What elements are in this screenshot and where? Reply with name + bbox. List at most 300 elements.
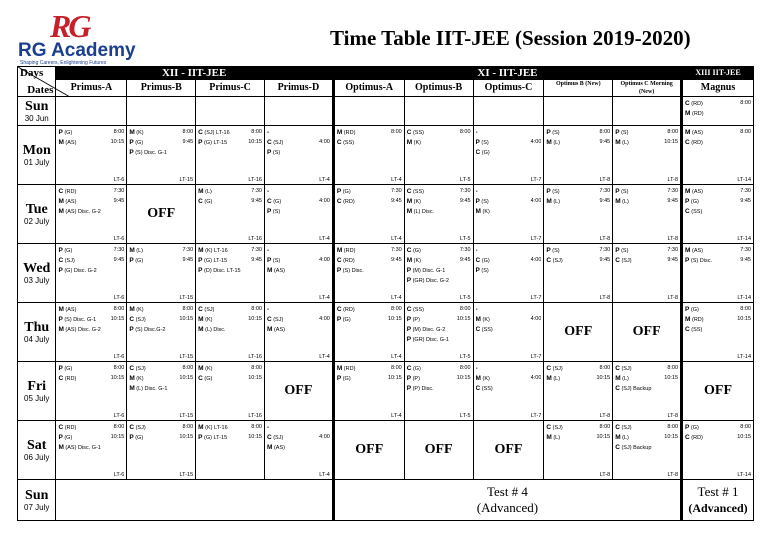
subject-code: M [615, 434, 621, 441]
schedule-cell [613, 303, 682, 362]
teacher-detail: (AS) Disc. G-1 [65, 445, 101, 451]
column-header-6: Optimus-B [404, 80, 473, 97]
class-time: 8:00 [113, 424, 125, 430]
subject-code: M [266, 326, 273, 333]
subject-code: P [615, 129, 620, 136]
off-label: OFF [147, 206, 176, 221]
subject-code: C [546, 257, 552, 264]
room-label: LT-14 [737, 236, 751, 242]
class-entry [198, 365, 262, 372]
class-entry [267, 267, 330, 274]
class-entry [546, 247, 610, 254]
class-entry [129, 129, 193, 136]
schedule-cell [544, 362, 613, 421]
subject-code: M [58, 444, 64, 451]
room-label: LT-7 [530, 354, 542, 360]
teacher-detail: (SJ) [621, 425, 632, 431]
schedule-cell [682, 97, 754, 126]
class-entry [267, 149, 330, 156]
room-label: LT-15 [179, 354, 194, 360]
class-entry [615, 198, 678, 205]
subject-code: C [406, 306, 412, 313]
class-time: 7:30 [459, 188, 471, 194]
subject-code: P [406, 336, 412, 343]
class-entry [615, 365, 678, 372]
room-label: LT-4 [319, 295, 330, 301]
subject-code: C [198, 375, 203, 382]
teacher-detail: (G) [64, 366, 73, 372]
class-entry [129, 316, 193, 323]
room-label: LT-4 [319, 236, 330, 242]
teacher-detail: (P) [412, 317, 420, 323]
schedule-cell [544, 126, 613, 185]
teacher-detail: (K) [136, 376, 144, 382]
room-label: LT-14 [737, 472, 751, 478]
class-entry [267, 424, 330, 431]
class-entry [407, 326, 471, 333]
schedule-cell [613, 362, 682, 421]
teacher-detail: (L) [553, 140, 561, 146]
room-label: LT-8 [667, 413, 679, 419]
schedule-cell [682, 126, 754, 185]
class-entry [615, 375, 678, 382]
subject-code: M [58, 139, 64, 146]
schedule-cell [544, 185, 613, 244]
subject-code: M [406, 257, 413, 264]
off-label: OFF [564, 324, 593, 339]
teacher-detail: (RD) [64, 189, 77, 195]
schedule-cell [56, 185, 127, 244]
day-date: 03 July [24, 276, 50, 285]
subject-code: P [615, 188, 620, 195]
subject-code: - [475, 365, 478, 372]
schedule-cell [333, 362, 404, 421]
class-entry [198, 257, 262, 264]
teacher-detail: (SS) [481, 327, 493, 333]
class-entry [267, 139, 330, 146]
class-entry [476, 139, 542, 146]
teacher-detail: (AS) [692, 130, 703, 136]
column-header-10: Magnus [682, 80, 754, 97]
teacher-detail: (K) [205, 317, 213, 323]
class-entry [476, 247, 542, 254]
schedule-cell [127, 362, 196, 421]
class-time: 10:15 [387, 316, 402, 322]
subject-code: C [58, 257, 64, 264]
teacher-detail: (SJ) [135, 317, 146, 323]
day-date: 04 July [24, 335, 50, 344]
teacher-detail: (L) Disc. [413, 209, 435, 215]
subject-code: M [546, 375, 552, 382]
column-header-8: Optimus B (New) [544, 80, 613, 97]
teacher-detail: (G) [690, 199, 699, 205]
teacher-detail: (K) LT-16 [205, 425, 228, 431]
subject-code: P [58, 267, 63, 274]
subject-code: C [266, 316, 272, 323]
class-entry [407, 208, 471, 215]
class-entry [129, 247, 193, 254]
teacher-detail: (G) [690, 307, 699, 313]
room-label: LT-7 [530, 177, 542, 183]
column-header-2: Primus-B [127, 80, 196, 97]
off-label: OFF [424, 442, 453, 457]
class-time: 7:30 [459, 247, 471, 253]
class-entry [407, 336, 471, 343]
class-time: 8:00 [251, 306, 262, 312]
teacher-detail: (L) [136, 248, 144, 254]
class-time: 8:00 [182, 365, 194, 371]
teacher-detail: (M) Disc. G-1 [412, 268, 446, 274]
teacher-detail: (S) [272, 258, 281, 264]
class-entry [267, 257, 330, 264]
class-time: 4:00 [530, 316, 542, 322]
teacher-detail: (G) [64, 248, 73, 254]
class-time: 8:00 [459, 365, 471, 371]
teacher-detail: (SJ) [64, 258, 75, 264]
class-time: 9:45 [182, 139, 194, 145]
teacher-detail: (S) [621, 248, 629, 254]
room-label: LT-8 [599, 236, 611, 242]
schedule-cell [56, 303, 127, 362]
subject-code: M [615, 375, 621, 382]
teacher-detail: (SJ) [552, 425, 563, 431]
teacher-detail: (G) [412, 366, 421, 372]
subject-code: P [406, 316, 412, 323]
subject-code: P [546, 129, 551, 136]
subject-code: P [406, 385, 412, 392]
class-time: 9:45 [182, 257, 194, 263]
day-name: Sun [25, 99, 49, 114]
teacher-detail: (SJ) [621, 366, 632, 372]
group-xii: XII - IIT-JEE [56, 67, 333, 80]
schedule-cell [264, 362, 333, 421]
class-entry [407, 316, 471, 323]
teacher-detail: (L) Disc. [205, 327, 226, 333]
room-label: LT-8 [667, 295, 679, 301]
schedule-cell [56, 97, 127, 126]
schedule-cell [127, 244, 196, 303]
class-entry [685, 326, 751, 333]
xii-empty-cell [56, 480, 333, 521]
subject-code: C [336, 139, 342, 146]
class-entry [198, 129, 262, 136]
subject-code: M [336, 247, 343, 254]
class-time: 9:45 [113, 257, 125, 263]
room-label: LT-4 [319, 354, 330, 360]
column-header-3: Primus-C [196, 80, 265, 97]
subject-code: C [58, 424, 64, 431]
class-entry [407, 257, 471, 264]
schedule-cell [333, 97, 404, 126]
day-name: Sat [27, 438, 47, 453]
class-time: 8:00 [459, 306, 471, 312]
class-entry [58, 375, 124, 382]
class-entry [58, 198, 124, 205]
schedule-cell [404, 421, 473, 480]
subject-code: P [129, 326, 134, 333]
day-name: Tue [25, 202, 48, 217]
class-entry [546, 139, 610, 146]
teacher-detail: (M) Disc. G-2 [412, 327, 446, 333]
class-time: 10:15 [110, 139, 125, 145]
schedule-cell [264, 303, 333, 362]
room-label: LT-8 [599, 295, 611, 301]
room-label: LT-6 [113, 354, 125, 360]
class-entry [546, 365, 610, 372]
room-label: LT-4 [319, 472, 330, 478]
subject-code: P [336, 267, 342, 274]
subject-code: C [266, 434, 272, 441]
subject-code: M [615, 139, 621, 146]
class-entry [407, 385, 471, 392]
teacher-detail: (L) [553, 376, 561, 382]
class-time: 7:30 [182, 247, 194, 253]
schedule-cell [264, 97, 333, 126]
teacher-detail: (SS) [481, 386, 493, 392]
teacher-detail: (L) [553, 199, 561, 205]
teacher-detail: (SJ) [273, 317, 284, 323]
teacher-detail: (S) [552, 130, 560, 136]
class-time: 8:00 [390, 365, 402, 371]
teacher-detail: (SJ) [204, 307, 215, 313]
subject-code: C [475, 385, 481, 392]
class-entry [58, 188, 124, 195]
schedule-cell [56, 244, 127, 303]
subject-code: C [406, 129, 412, 136]
teacher-detail: (RD) [691, 101, 703, 107]
subject-code: P [58, 247, 63, 254]
schedule-cell [613, 97, 682, 126]
subject-code: P [406, 277, 412, 284]
class-time: 7:30 [113, 188, 125, 194]
schedule-cell [544, 421, 613, 480]
room-label: LT-7 [530, 413, 542, 419]
class-entry [58, 208, 124, 215]
subject-code: M [475, 375, 481, 382]
class-time: 10:15 [110, 375, 125, 381]
class-entry [685, 100, 751, 107]
class-time: 9:45 [113, 198, 125, 204]
teacher-detail: (L) [622, 376, 629, 382]
group-xiii: XIII IIT-JEE [682, 67, 754, 80]
class-entry [58, 326, 124, 333]
class-entry [198, 434, 262, 441]
class-time: 10:15 [456, 316, 471, 322]
class-entry [337, 365, 402, 372]
class-entry [476, 316, 542, 323]
schedule-cell [264, 185, 333, 244]
day-name: Wed [23, 261, 51, 276]
subject-code: M [266, 267, 273, 274]
subject-code: M [336, 129, 343, 136]
room-label: LT-14 [737, 295, 751, 301]
class-entry [337, 129, 402, 136]
class-time: 7:30 [599, 247, 611, 253]
class-entry [476, 267, 542, 274]
class-time: 8:00 [251, 129, 262, 135]
class-time: 8:00 [251, 424, 262, 430]
teacher-detail: (SJ) [135, 366, 146, 372]
class-time: 8:00 [667, 424, 679, 430]
subject-code: P [198, 257, 203, 264]
teacher-detail: (SS) [343, 140, 355, 146]
schedule-cell [613, 244, 682, 303]
subject-code: C [475, 257, 481, 264]
class-entry [407, 375, 471, 382]
subject-code: P [685, 424, 690, 431]
class-entry [129, 326, 193, 333]
teacher-detail: (G) [412, 248, 421, 254]
class-entry [58, 434, 124, 441]
subject-code: M [198, 326, 204, 333]
class-time: 7:30 [390, 188, 402, 194]
subject-code: M [58, 198, 64, 205]
class-entry [685, 110, 751, 117]
subject-code: P [685, 198, 690, 205]
teacher-detail: (G) [342, 317, 351, 323]
schedule-cell [196, 303, 265, 362]
subject-code: P [129, 149, 134, 156]
class-time: 8:00 [599, 129, 611, 135]
class-entry [546, 198, 610, 205]
room-label: LT-15 [179, 413, 194, 419]
class-entry [476, 257, 542, 264]
class-time: 10:15 [387, 375, 402, 381]
class-entry [546, 188, 610, 195]
class-time: 7:30 [251, 247, 262, 253]
class-entry [685, 208, 751, 215]
teacher-detail: (SJ) [621, 258, 632, 264]
teacher-detail: (G) LT-15 [204, 435, 228, 441]
class-time: 4:00 [530, 198, 542, 204]
class-time: 8:00 [182, 424, 194, 430]
schedule-cell [264, 244, 333, 303]
subject-code: P [266, 149, 272, 156]
day-cell [18, 303, 56, 362]
room-label: LT-6 [113, 472, 125, 478]
subject-code: P [406, 267, 412, 274]
room-label: LT-7 [530, 236, 542, 242]
schedule-cell [613, 421, 682, 480]
column-header-row [18, 80, 754, 97]
subject-code: M [546, 198, 552, 205]
teacher-detail: (AS) Disc. G-2 [65, 327, 101, 333]
logo-tagline: Shaping Careers, Enlightening Futures [20, 60, 107, 66]
days-dates-corner [18, 67, 56, 97]
class-entry [129, 375, 193, 382]
teacher-detail: (RD) [343, 130, 356, 136]
teacher-detail: (S) [621, 189, 629, 195]
day-date: 01 July [24, 158, 50, 167]
room-label: LT-8 [667, 472, 679, 478]
subject-code: - [475, 129, 478, 136]
class-time: 9:45 [251, 198, 262, 204]
class-time: 8:00 [113, 365, 125, 371]
corner-days-label: Days [20, 67, 44, 79]
subject-code: M [129, 247, 135, 254]
subject-code: C [475, 149, 481, 156]
class-time: 10:15 [248, 434, 262, 440]
schedule-cell [196, 244, 265, 303]
day-row [18, 421, 754, 480]
class-entry [476, 365, 542, 372]
teacher-detail: (G) [342, 189, 351, 195]
teacher-detail: (SS) [691, 209, 703, 215]
class-entry [58, 316, 124, 323]
timetable [17, 66, 754, 521]
teacher-detail: (SJ) [552, 258, 563, 264]
room-label: LT-15 [179, 295, 194, 301]
class-entry [337, 267, 402, 274]
day-date: 30 Jun [24, 114, 49, 123]
teacher-detail: (G) [64, 435, 73, 441]
subject-code: M [129, 375, 135, 382]
subject-code: C [198, 129, 203, 136]
day-cell [18, 421, 56, 480]
class-time: 8:00 [740, 129, 751, 135]
subject-code: P [198, 139, 203, 146]
room-label: LT-8 [599, 413, 611, 419]
teacher-detail: (K) [482, 209, 490, 215]
test-xiii-title: Test # 1 [697, 484, 739, 499]
class-time: 10:15 [596, 375, 611, 381]
xiii-test-cell [682, 480, 754, 521]
teacher-detail: (K) [205, 366, 213, 372]
teacher-detail: (L) [553, 435, 561, 441]
subject-code: M [685, 188, 691, 195]
class-entry [198, 375, 262, 382]
class-entry [129, 257, 193, 264]
teacher-detail: (RD) [343, 199, 355, 205]
class-time: 10:15 [110, 434, 125, 440]
schedule-cell [613, 185, 682, 244]
column-header-7: Optimus-C [473, 80, 544, 97]
schedule-cell [333, 185, 404, 244]
teacher-detail: (RD) [343, 307, 355, 313]
room-label: LT-4 [319, 177, 330, 183]
schedule-cell [127, 126, 196, 185]
teacher-detail: (G) LT-15 [204, 258, 228, 264]
teacher-detail: (S) Disc. [342, 268, 364, 274]
class-time: 4:00 [319, 434, 330, 440]
class-entry [685, 306, 751, 313]
class-entry [58, 257, 124, 264]
subject-code: C [129, 365, 135, 372]
room-label: LT-15 [179, 472, 194, 478]
teacher-detail: (S) Disc. G-1 [64, 317, 97, 323]
teacher-detail: (SJ) Backup [621, 386, 652, 392]
teacher-detail: (K) [482, 376, 490, 382]
class-time: 9:45 [390, 257, 402, 263]
class-entry [407, 306, 471, 313]
class-entry [267, 306, 330, 313]
day-date: 07 July [24, 503, 50, 512]
schedule-cell [196, 185, 265, 244]
logo-name: RG Academy [18, 40, 136, 61]
subject-code: C [58, 188, 64, 195]
class-entry [685, 198, 751, 205]
day-name: Fri [27, 379, 47, 394]
subject-code: M [615, 198, 621, 205]
schedule-cell [264, 421, 333, 480]
class-entry [129, 365, 193, 372]
class-entry [615, 139, 678, 146]
class-entry [407, 129, 471, 136]
subject-code: C [336, 257, 342, 264]
class-entry [615, 434, 678, 441]
schedule-cell [473, 126, 544, 185]
timetable-body [18, 97, 754, 521]
